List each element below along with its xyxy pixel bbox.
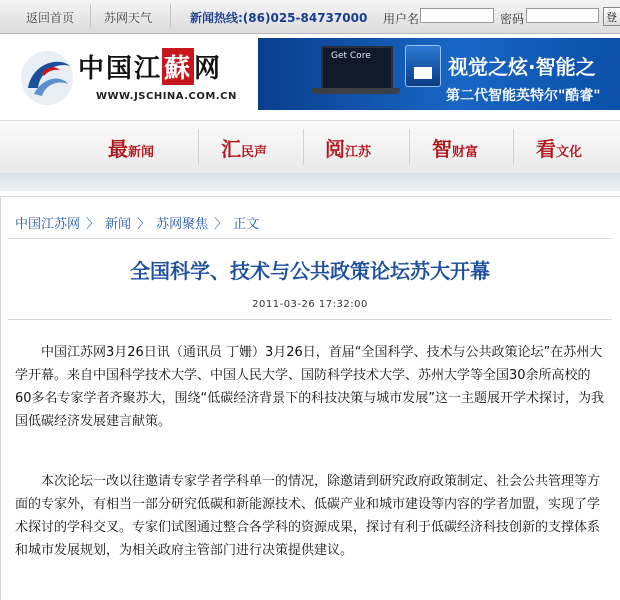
- divider: [8, 238, 612, 239]
- breadcrumb-news[interactable]: 新闻: [105, 217, 132, 232]
- nav-divider: [513, 129, 514, 165]
- nav-item-big: 阅: [325, 137, 345, 161]
- nav-item-big: 最: [108, 137, 128, 161]
- ad-banner[interactable]: [258, 38, 620, 110]
- chip-core: [414, 67, 432, 79]
- home-link[interactable]: 返回首页: [26, 11, 75, 25]
- nav-item-small: 民声: [241, 145, 268, 160]
- password-label: 密码: [500, 12, 525, 26]
- logo-text-part: 网: [194, 54, 223, 84]
- username-label: 用户名: [383, 12, 420, 26]
- breadcrumb-current[interactable]: 正文: [233, 217, 260, 232]
- nav-divider: [303, 129, 304, 165]
- nav-item-big: 看: [536, 137, 556, 161]
- banner-small-text: Get Core: [331, 51, 371, 61]
- login-button[interactable]: 登: [603, 7, 620, 26]
- nav-item-small: 江苏: [345, 145, 372, 160]
- site-logo[interactable]: [0, 34, 256, 118]
- news-hotline: 新闻热线:(86)025-84737000: [190, 11, 368, 25]
- username-input[interactable]: [420, 8, 494, 23]
- nav-item-big: 智: [432, 137, 452, 161]
- nav-divider: [198, 129, 199, 165]
- article-title: 全国科学、技术与公共政策论坛苏大开幕: [130, 259, 490, 283]
- logo-text: [78, 48, 222, 85]
- logo-url: WWW.JSCHINA.COM.CN: [96, 91, 237, 102]
- top-bar: [0, 0, 620, 34]
- divider: [8, 319, 612, 320]
- laptop-base: [312, 88, 400, 94]
- nav-item-culture[interactable]: [536, 133, 582, 162]
- nav-item-voices[interactable]: [221, 133, 267, 162]
- nav-bottom-strip: [0, 173, 620, 191]
- intel-chip-icon: [405, 45, 441, 87]
- password-input[interactable]: [526, 8, 599, 23]
- banner-subtitle: 第二代智能英特尔"酷睿": [446, 88, 601, 104]
- breadcrumb-home[interactable]: 中国江苏网: [15, 217, 81, 232]
- nav-item-news[interactable]: [108, 133, 154, 162]
- nav-item-big: 汇: [221, 137, 241, 161]
- breadcrumb-separator: 〉: [137, 217, 151, 232]
- breadcrumb-separator: 〉: [214, 217, 228, 232]
- banner-title: 视觉之炫·智能之: [448, 55, 596, 79]
- nav-item-jiangsu[interactable]: [325, 133, 371, 162]
- breadcrumb: [15, 213, 259, 232]
- nav-item-small: 文化: [556, 145, 583, 160]
- breadcrumb-focus[interactable]: 苏网聚焦: [156, 217, 209, 232]
- article-paragraph: 中国江苏网3月26日讯（通讯员 丁姗）3月26日，首届“全国科学、技术与公共政策论坛”在苏州大学开幕。来自中国科学技术大学、中国人民大学、国防科学技术大学、苏州大学等全国30余所高校的60多名专家学者齐聚苏大，围绕“低碳经济背景下的科技决策与城市发展”这一主题展开学术探讨，为我国低碳经济发展建言献策。: [15, 345, 605, 429]
- main-nav: [0, 120, 620, 174]
- article-paragraph: 本次论坛一改以往邀请专家学者学科单一的情况，除邀请到研究政府政策制定、社会公共管理等方面的专家外，有相当一部分研究低碳和新能源技术、低碳产业和城市建设等内容的学者加盟，实现了学术探讨的学科交叉。专家们试图通过整合各学科的资源成果，探讨有利于低碳经济科技创新的支撑体系和城市发展规划，为相关政府主管部门进行决策提供建议。: [15, 474, 601, 558]
- article-date: 2011-03-26 17:32:00: [252, 299, 368, 310]
- nav-item-small: 财富: [452, 145, 479, 160]
- nav-item-small: 新闻: [128, 145, 155, 160]
- nav-item-wealth[interactable]: [432, 133, 478, 162]
- weather-link[interactable]: 苏网天气: [104, 11, 153, 25]
- breadcrumb-separator: 〉: [86, 217, 100, 232]
- logo-text-red: 蘇: [162, 48, 194, 85]
- swirl-logo-icon: [18, 44, 76, 108]
- nav-divider: [409, 129, 410, 165]
- divider: [90, 4, 91, 28]
- logo-text-part: 中国江: [78, 54, 163, 84]
- divider: [170, 4, 171, 28]
